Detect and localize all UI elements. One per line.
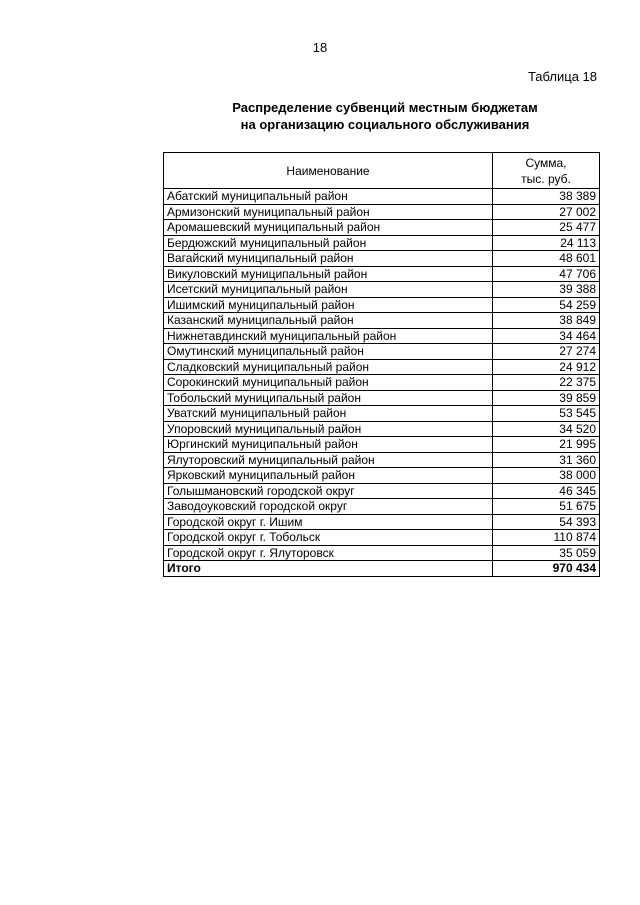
document-title-line-1: Распределение субвенций местным бюджетам: [232, 100, 538, 115]
row-sum-cell: 25 477: [493, 220, 600, 236]
row-name-cell: Упоровский муниципальный район: [164, 421, 493, 437]
row-sum-cell: 35 059: [493, 545, 600, 561]
row-name-cell: Омутинский муниципальный район: [164, 344, 493, 360]
table-row: [164, 499, 600, 515]
table-row: [164, 344, 600, 360]
table-row: [164, 437, 600, 453]
row-sum-cell: 24 912: [493, 359, 600, 375]
row-name-cell: Бердюжский муниципальный район: [164, 235, 493, 251]
row-sum-cell: 39 859: [493, 390, 600, 406]
table-row: [164, 483, 600, 499]
row-name-cell: Абатский муниципальный район: [164, 189, 493, 205]
column-header-sum: [493, 153, 600, 189]
row-sum-cell: 21 995: [493, 437, 600, 453]
column-header-sum-line-1: Сумма,: [525, 155, 567, 170]
row-sum-cell: 34 464: [493, 328, 600, 344]
table-row: [164, 251, 600, 267]
table-row: [164, 297, 600, 313]
row-name-cell: Голышмановский городской округ: [164, 483, 493, 499]
row-sum-cell: 38 849: [493, 313, 600, 329]
row-sum-cell: 54 393: [493, 514, 600, 530]
row-name-cell: Ярковский муниципальный район: [164, 468, 493, 484]
row-sum-cell: 24 113: [493, 235, 600, 251]
total-sum-cell: 970 434: [493, 561, 600, 577]
table-row: [164, 390, 600, 406]
row-name-cell: Вагайский муниципальный район: [164, 251, 493, 267]
row-name-cell: Армизонский муниципальный район: [164, 204, 493, 220]
row-name-cell: Уватский муниципальный район: [164, 406, 493, 422]
table-row: [164, 313, 600, 329]
row-name-cell: Сорокинский муниципальный район: [164, 375, 493, 391]
row-sum-cell: 47 706: [493, 266, 600, 282]
table-label: Таблица 18: [527, 69, 597, 84]
row-sum-cell: 53 545: [493, 406, 600, 422]
row-sum-cell: 48 601: [493, 251, 600, 267]
table-row: [164, 282, 600, 298]
table-total-row: [164, 561, 600, 577]
row-name-cell: Юргинский муниципальный район: [164, 437, 493, 453]
row-name-cell: Сладковский муниципальный район: [164, 359, 493, 375]
row-sum-cell: 38 000: [493, 468, 600, 484]
row-name-cell: Ялуторовский муниципальный район: [164, 452, 493, 468]
table-body: [164, 189, 600, 577]
page-number: 18: [312, 40, 328, 55]
total-name-cell: Итого: [164, 561, 493, 577]
table-row: [164, 359, 600, 375]
row-sum-cell: 39 388: [493, 282, 600, 298]
row-name-cell: Казанский муниципальный район: [164, 313, 493, 329]
row-name-cell: Аромашевский муниципальный район: [164, 220, 493, 236]
row-name-cell: Ишимский муниципальный район: [164, 297, 493, 313]
table-row: [164, 220, 600, 236]
row-sum-cell: 54 259: [493, 297, 600, 313]
table-row: [164, 468, 600, 484]
row-name-cell: Городской округ г. Ишим: [164, 514, 493, 530]
table-row: [164, 421, 600, 437]
table-row: [164, 266, 600, 282]
table-row: [164, 452, 600, 468]
row-sum-cell: 46 345: [493, 483, 600, 499]
row-sum-cell: 38 389: [493, 189, 600, 205]
row-sum-cell: 22 375: [493, 375, 600, 391]
subsidy-table: [163, 152, 600, 577]
table-row: [164, 545, 600, 561]
column-header-sum-line-2: тыс. руб.: [521, 171, 571, 186]
row-name-cell: Городской округ г. Тобольск: [164, 530, 493, 546]
row-name-cell: Исетский муниципальный район: [164, 282, 493, 298]
row-name-cell: Нижнетавдинский муниципальный район: [164, 328, 493, 344]
row-sum-cell: 34 520: [493, 421, 600, 437]
table-row: [164, 514, 600, 530]
table-row: [164, 328, 600, 344]
row-name-cell: Тобольский муниципальный район: [164, 390, 493, 406]
row-sum-cell: 27 274: [493, 344, 600, 360]
row-name-cell: Городской округ г. Ялуторовск: [164, 545, 493, 561]
row-name-cell: Заводоуковский городской округ: [164, 499, 493, 515]
table-row: [164, 406, 600, 422]
table-row: [164, 530, 600, 546]
table-row: [164, 235, 600, 251]
row-sum-cell: 110 874: [493, 530, 600, 546]
table-header-row: [164, 153, 600, 189]
row-sum-cell: 51 675: [493, 499, 600, 515]
document-title: [0, 99, 640, 133]
table-row: [164, 189, 600, 205]
table-row: [164, 375, 600, 391]
table-row: [164, 204, 600, 220]
row-sum-cell: 27 002: [493, 204, 600, 220]
column-header-name: Наименование: [164, 153, 493, 189]
row-sum-cell: 31 360: [493, 452, 600, 468]
document-title-line-2: на организацию социального обслуживания: [240, 117, 530, 132]
row-name-cell: Викуловский муниципальный район: [164, 266, 493, 282]
